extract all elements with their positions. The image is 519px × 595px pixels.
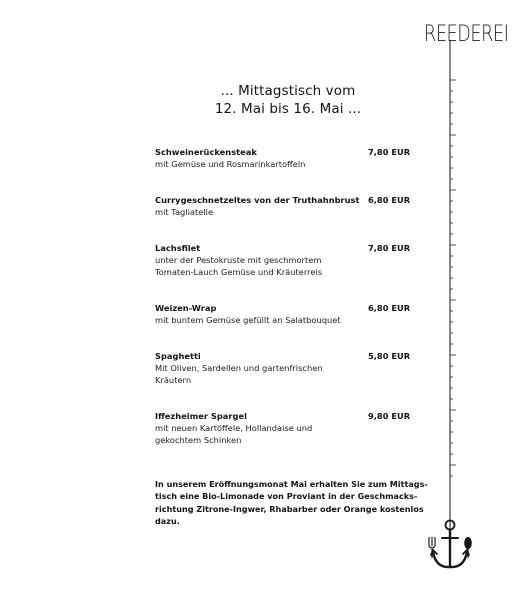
dish-price: 7,80 EUR [368, 243, 411, 253]
menu-title: ... Mittagstisch vom [220, 83, 356, 99]
dish-description: unter der Pestokruste mit geschmortem [155, 255, 322, 265]
brand-name: REEDEREI [424, 22, 509, 47]
promo-note-line: dazu. [155, 515, 180, 526]
promo-note [155, 478, 428, 527]
dish-description: Tomaten-Lauch Gemüse und Kräuterreis [155, 267, 323, 277]
dish-description: mit Gemüse und Rosmarinkartoffeln [155, 159, 306, 169]
dish-name: Weizen-Wrap [155, 303, 217, 313]
dish-price: 9,80 EUR [368, 411, 411, 421]
anchor-rule-decoration [420, 40, 480, 580]
dish-name: Spaghetti [155, 351, 201, 361]
menu-item [155, 243, 415, 278]
menu-item [155, 411, 415, 446]
dish-name: Schweinerückensteak [155, 147, 257, 157]
dish-price: 6,80 EUR [368, 303, 411, 313]
menu-item [155, 195, 415, 218]
menu-item [155, 351, 415, 386]
dish-description: gekochtem Schinken [155, 435, 242, 445]
measuring-rule [450, 40, 456, 530]
dish-name: Currygeschnetzeltes von der Truthahnbrust [155, 195, 360, 205]
dish-price: 6,80 EUR [368, 195, 411, 205]
dish-description: Mit Oliven, Sardellen und gartenfrischen [155, 363, 323, 373]
menu-date-range: 12. Mai bis 16. Mai ... [214, 101, 362, 117]
dish-description: mit Tagliatelle [155, 207, 214, 217]
menu-item [155, 147, 415, 170]
dish-name: Iffezheimer Spargel [155, 411, 247, 421]
dish-description: mit neuen Kartöffele, Hollandaise und [155, 423, 313, 433]
promo-note-line: tisch eine Bio-Limonade von Proviant in der Geschmacks- [155, 491, 418, 502]
dish-price: 7,80 EUR [368, 147, 411, 157]
dish-description: mit buntem Gemüse gefüllt an Salatbouquet [155, 315, 341, 325]
menu-header [150, 82, 426, 118]
dish-price: 5,80 EUR [368, 351, 411, 361]
dish-name: Lachsfilet [155, 243, 201, 253]
menu-item [155, 303, 415, 326]
promo-note-line: richtung Zitrone-Ingwer, Rhabarber oder Orange kostenlos [155, 503, 424, 514]
promo-note-line: In unserem Eröffnungsmonat Mai erhalten Sie zum Mittags- [155, 479, 428, 489]
dish-description: Kräutern [155, 375, 192, 385]
